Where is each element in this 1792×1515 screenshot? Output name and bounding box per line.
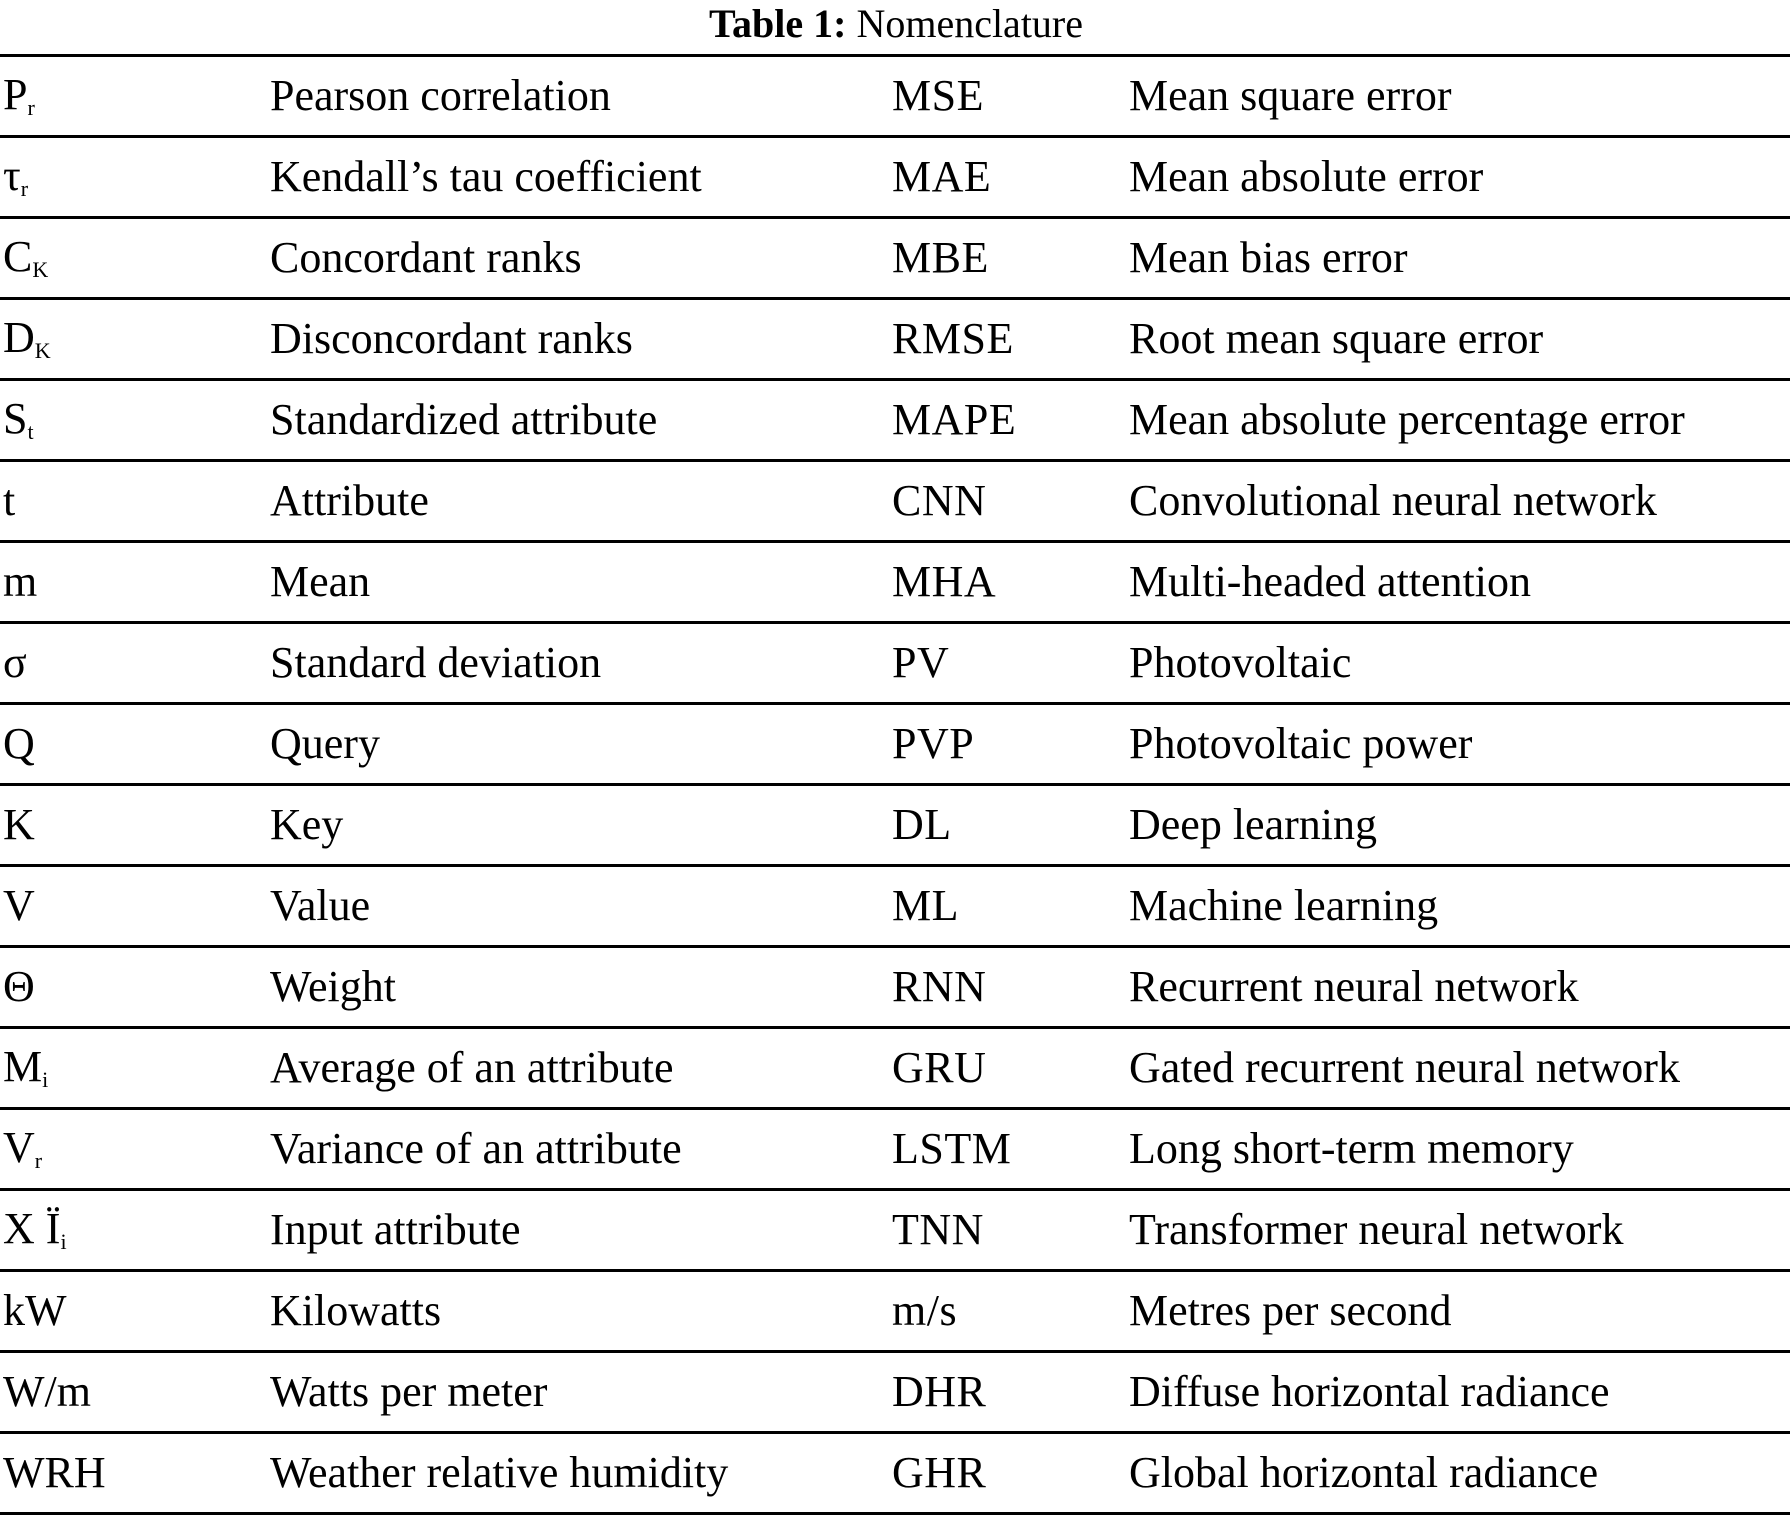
- abbreviation: m/s: [892, 1271, 1129, 1352]
- table-row: [0, 947, 1790, 1028]
- table-row: [0, 1028, 1790, 1109]
- symbol-definition: Pearson correlation: [265, 56, 892, 137]
- symbol-definition: Kendall’s tau coefficient: [265, 137, 892, 218]
- symbol-cell: [0, 218, 265, 299]
- table-row: [0, 380, 1790, 461]
- symbol-definition: Disconcordant ranks: [265, 299, 892, 380]
- abbreviation: GRU: [892, 1028, 1129, 1109]
- symbol-subscript: r: [34, 1148, 43, 1173]
- abbreviation-definition: Machine learning: [1129, 866, 1790, 947]
- symbol-cell: [0, 380, 265, 461]
- abbreviation: GHR: [892, 1433, 1129, 1514]
- symbol-cell: [0, 1109, 265, 1190]
- symbol-cell: [0, 623, 265, 704]
- symbol-definition: Query: [265, 704, 892, 785]
- abbreviation-definition: Gated recurrent neural network: [1129, 1028, 1790, 1109]
- symbol-cell: [0, 1352, 265, 1433]
- abbreviation-definition: Transformer neural network: [1129, 1190, 1790, 1271]
- abbreviation: LSTM: [892, 1109, 1129, 1190]
- abbreviation: RMSE: [892, 299, 1129, 380]
- table-row: [0, 1109, 1790, 1190]
- symbol-cell: [0, 1433, 265, 1514]
- symbol-definition: Value: [265, 866, 892, 947]
- abbreviation: MBE: [892, 218, 1129, 299]
- abbreviation: MAE: [892, 137, 1129, 218]
- symbol: D: [3, 313, 35, 362]
- symbol: C: [3, 232, 33, 281]
- symbol: t: [3, 476, 16, 525]
- symbol-subscript: i: [42, 1067, 49, 1092]
- symbol: V: [3, 881, 35, 930]
- abbreviation-definition: Root mean square error: [1129, 299, 1790, 380]
- symbol-definition: Weight: [265, 947, 892, 1028]
- abbreviation: MSE: [892, 56, 1129, 137]
- table-row: [0, 137, 1790, 218]
- symbol-cell: [0, 1028, 265, 1109]
- abbreviation-definition: Mean square error: [1129, 56, 1790, 137]
- table-label: Table 1:: [708, 1, 847, 46]
- abbreviation-definition: Mean absolute error: [1129, 137, 1790, 218]
- abbreviation: MHA: [892, 542, 1129, 623]
- symbol: kW: [3, 1286, 67, 1335]
- table-row: [0, 1352, 1790, 1433]
- symbol: X Ï: [3, 1204, 61, 1253]
- symbol-definition: Watts per meter: [265, 1352, 892, 1433]
- symbol-definition: Standard deviation: [265, 623, 892, 704]
- abbreviation: MAPE: [892, 380, 1129, 461]
- symbol-cell: [0, 1271, 265, 1352]
- symbol-definition: Input attribute: [265, 1190, 892, 1271]
- symbol-cell: [0, 542, 265, 623]
- symbol: Q: [3, 719, 35, 768]
- abbreviation: ML: [892, 866, 1129, 947]
- symbol: m: [3, 557, 38, 606]
- symbol-definition: Kilowatts: [265, 1271, 892, 1352]
- symbol-subscript: t: [27, 419, 34, 444]
- symbol-cell: [0, 299, 265, 380]
- symbol: P: [3, 70, 28, 119]
- symbol-cell: [0, 56, 265, 137]
- abbreviation-definition: Global horizontal radiance: [1129, 1433, 1790, 1514]
- symbol-definition: Weather relative humidity: [265, 1433, 892, 1514]
- symbol-cell: [0, 704, 265, 785]
- table-row: [0, 704, 1790, 785]
- nomenclature-table: [0, 54, 1790, 1515]
- table-caption: [0, 0, 1792, 50]
- abbreviation: RNN: [892, 947, 1129, 1028]
- table-row: [0, 1190, 1790, 1271]
- symbol: WRH: [3, 1448, 106, 1497]
- table-body: [0, 56, 1790, 1514]
- symbol: V: [3, 1123, 35, 1172]
- table-title: Nomenclature: [856, 1, 1083, 46]
- symbol: τ: [3, 151, 21, 200]
- symbol: K: [3, 800, 35, 849]
- symbol: M: [3, 1042, 43, 1091]
- abbreviation-definition: Mean bias error: [1129, 218, 1790, 299]
- symbol-definition: Concordant ranks: [265, 218, 892, 299]
- symbol-definition: Average of an attribute: [265, 1028, 892, 1109]
- symbol-subscript: r: [20, 176, 29, 201]
- symbol-definition: Key: [265, 785, 892, 866]
- table-row: [0, 299, 1790, 380]
- abbreviation-definition: Diffuse horizontal radiance: [1129, 1352, 1790, 1433]
- symbol: S: [3, 394, 28, 443]
- table-row: [0, 623, 1790, 704]
- symbol: W/m: [3, 1367, 91, 1416]
- abbreviation-definition: Convolutional neural network: [1129, 461, 1790, 542]
- abbreviation: TNN: [892, 1190, 1129, 1271]
- abbreviation-definition: Long short-term memory: [1129, 1109, 1790, 1190]
- symbol-subscript: r: [27, 95, 35, 120]
- symbol-definition: Variance of an attribute: [265, 1109, 892, 1190]
- abbreviation: PVP: [892, 704, 1129, 785]
- abbreviation-definition: Mean absolute percentage error: [1129, 380, 1790, 461]
- symbol-cell: [0, 947, 265, 1028]
- abbreviation-definition: Photovoltaic: [1129, 623, 1790, 704]
- abbreviation: DHR: [892, 1352, 1129, 1433]
- symbol-definition: Standardized attribute: [265, 380, 892, 461]
- table-row: [0, 866, 1790, 947]
- table-row: [0, 1433, 1790, 1514]
- abbreviation-definition: Photovoltaic power: [1129, 704, 1790, 785]
- abbreviation: PV: [892, 623, 1129, 704]
- abbreviation-definition: Recurrent neural network: [1129, 947, 1790, 1028]
- abbreviation-definition: Multi-headed attention: [1129, 542, 1790, 623]
- symbol-subscript: K: [32, 257, 49, 282]
- table-row: [0, 542, 1790, 623]
- table-row: [0, 461, 1790, 542]
- symbol-definition: Mean: [265, 542, 892, 623]
- abbreviation-definition: Metres per second: [1129, 1271, 1790, 1352]
- symbol-cell: [0, 866, 265, 947]
- table-row: [0, 1271, 1790, 1352]
- symbol-subscript: i: [60, 1229, 67, 1254]
- table-row: [0, 785, 1790, 866]
- symbol: σ: [3, 638, 27, 687]
- abbreviation: CNN: [892, 461, 1129, 542]
- symbol-subscript: K: [34, 338, 51, 363]
- symbol: Θ: [3, 962, 35, 1011]
- symbol-cell: [0, 461, 265, 542]
- symbol-definition: Attribute: [265, 461, 892, 542]
- symbol-cell: [0, 137, 265, 218]
- table-row: [0, 218, 1790, 299]
- abbreviation: DL: [892, 785, 1129, 866]
- symbol-cell: [0, 1190, 265, 1271]
- table-row: [0, 56, 1790, 137]
- symbol-cell: [0, 785, 265, 866]
- abbreviation-definition: Deep learning: [1129, 785, 1790, 866]
